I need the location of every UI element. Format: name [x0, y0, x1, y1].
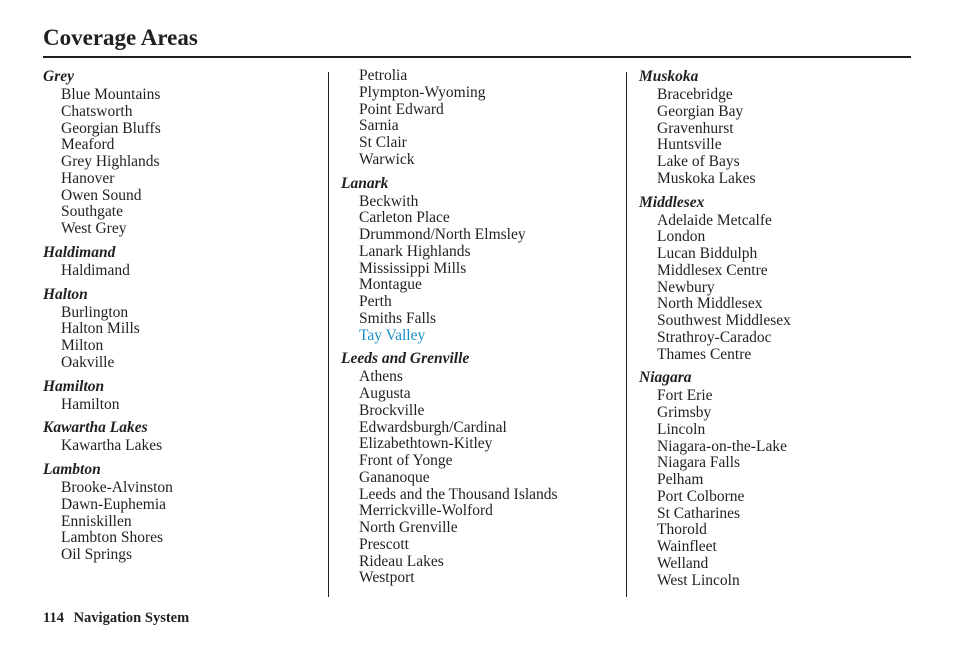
area-item: London [657, 228, 706, 246]
area-item: West Lincoln [657, 571, 740, 589]
area-item: North Middlesex [657, 295, 763, 313]
region-heading: Haldimand [43, 243, 116, 261]
area-item: Thames Centre [657, 345, 752, 363]
column-1 [43, 68, 323, 564]
area-item: Southwest Middlesex [657, 312, 791, 329]
region-area-list [639, 388, 919, 589]
region-heading: Muskoka [639, 68, 699, 85]
area-item: Burlington [61, 303, 129, 321]
area-item: Prescott [359, 535, 409, 553]
area-item: Plympton-Wyoming [359, 83, 486, 101]
region-area-list [639, 213, 919, 364]
area-item: Niagara-on-the-Lake [657, 437, 787, 455]
area-item: Montague [359, 276, 422, 294]
area-item: Strathroy-Caradoc [657, 328, 772, 346]
region-area-list [43, 305, 323, 372]
area-item: Georgian Bay [657, 102, 744, 120]
area-item: Welland [657, 554, 709, 572]
area-item: Lanark Highlands [359, 242, 471, 260]
area-item: Huntsville [657, 136, 722, 154]
area-item: Elizabethtown-Kitley [359, 435, 493, 453]
region-heading: Lanark [341, 174, 389, 192]
area-item: West Grey [61, 220, 127, 237]
area-item: Port Colborne [657, 487, 745, 505]
page-title: Coverage Areas [43, 25, 198, 50]
area-item: Kawartha Lakes [61, 437, 163, 455]
area-item: Beckwith [359, 192, 419, 210]
region-heading: Middlesex [639, 193, 705, 211]
area-item: Rideau Lakes [359, 552, 444, 570]
area-item: Muskoka Lakes [657, 169, 756, 187]
area-item: Gananoque [359, 468, 430, 486]
area-item: Meaford [61, 136, 115, 154]
area-item: Hanover [61, 169, 115, 187]
title-divider [43, 56, 911, 58]
area-item: Grimsby [657, 404, 712, 421]
area-item: Drummond/North Elmsley [359, 226, 526, 243]
area-item: Newbury [657, 278, 715, 296]
area-item: Oil Springs [61, 546, 133, 563]
area-item: Chatsworth [61, 102, 133, 120]
area-item: Pelham [657, 471, 704, 488]
area-item: Lake of Bays [657, 153, 740, 170]
region-heading: Hamilton [43, 377, 105, 395]
area-item: Westport [359, 569, 415, 587]
area-link[interactable]: Tay Valley [359, 326, 426, 344]
area-item: Dawn-Euphemia [61, 495, 167, 513]
region-heading: Lambton [43, 461, 101, 478]
area-item: Smiths Falls [359, 309, 437, 327]
area-item: Edwardsburgh/Cardinal [359, 418, 507, 436]
area-item: Niagara Falls [657, 454, 741, 472]
area-item: Point Edward [359, 100, 444, 118]
area-item: Petrolia [359, 67, 408, 84]
region-area-list [341, 194, 621, 345]
area-item: St Catharines [657, 504, 741, 522]
area-item: Enniskillen [61, 512, 132, 530]
continued-list [341, 68, 621, 169]
area-item: Grey Highlands [61, 153, 160, 170]
region-area-list [43, 397, 323, 414]
page-number: 114 [43, 610, 64, 626]
footer-section-title: Navigation System [73, 610, 190, 626]
area-item: Athens [359, 368, 403, 386]
column-2 [341, 68, 621, 587]
area-item: St Clair [359, 134, 407, 151]
area-item: Augusta [359, 385, 411, 402]
column-3 [639, 68, 919, 589]
region-area-list [43, 480, 323, 564]
area-item: Fort Erie [657, 387, 713, 405]
area-item: Thorold [657, 521, 707, 539]
column-divider [328, 72, 329, 597]
region-heading: Leeds and Grenville [341, 350, 470, 368]
region-area-list [43, 438, 323, 455]
area-item: North Grenville [359, 519, 458, 536]
area-item: Southgate [61, 203, 123, 221]
area-item: Lucan Biddulph [657, 245, 758, 262]
area-item: Mississippi Mills [359, 259, 467, 277]
area-item: Blue Mountains [61, 86, 161, 103]
area-item: Wainfleet [657, 538, 717, 555]
area-item: Sarnia [359, 117, 399, 135]
column-divider [626, 72, 627, 597]
region-area-list [43, 87, 323, 238]
region-heading: Grey [43, 68, 74, 85]
area-item: Lambton Shores [61, 529, 164, 547]
region-heading: Niagara [639, 369, 692, 387]
area-item: Owen Sound [61, 186, 142, 204]
area-item: Milton [61, 337, 104, 354]
region-heading: Kawartha Lakes [43, 419, 148, 437]
area-item: Gravenhurst [657, 119, 734, 137]
area-item: Brooke-Alvinston [61, 479, 173, 496]
area-item: Haldimand [61, 261, 130, 279]
region-area-list [43, 263, 323, 280]
area-item: Georgian Bluffs [61, 119, 161, 137]
area-item: Perth [359, 293, 392, 310]
region-area-list [639, 87, 919, 188]
area-item: Merrickville-Wolford [359, 502, 493, 520]
region-heading: Halton [43, 285, 88, 303]
page-footer [43, 610, 189, 627]
area-item: Halton Mills [61, 320, 140, 338]
area-item: Front of Yonge [359, 452, 453, 469]
area-item: Brockville [359, 401, 425, 419]
area-item: Leeds and the Thousand Islands [359, 485, 558, 503]
area-item: Carleton Place [359, 209, 450, 227]
area-item: Warwick [359, 150, 415, 168]
area-item: Lincoln [657, 420, 706, 438]
area-item: Oakville [61, 353, 115, 371]
area-item: Middlesex Centre [657, 261, 768, 279]
area-item: Adelaide Metcalfe [657, 211, 772, 229]
region-area-list [341, 369, 621, 587]
area-item: Bracebridge [657, 86, 733, 103]
area-item: Hamilton [61, 395, 120, 413]
